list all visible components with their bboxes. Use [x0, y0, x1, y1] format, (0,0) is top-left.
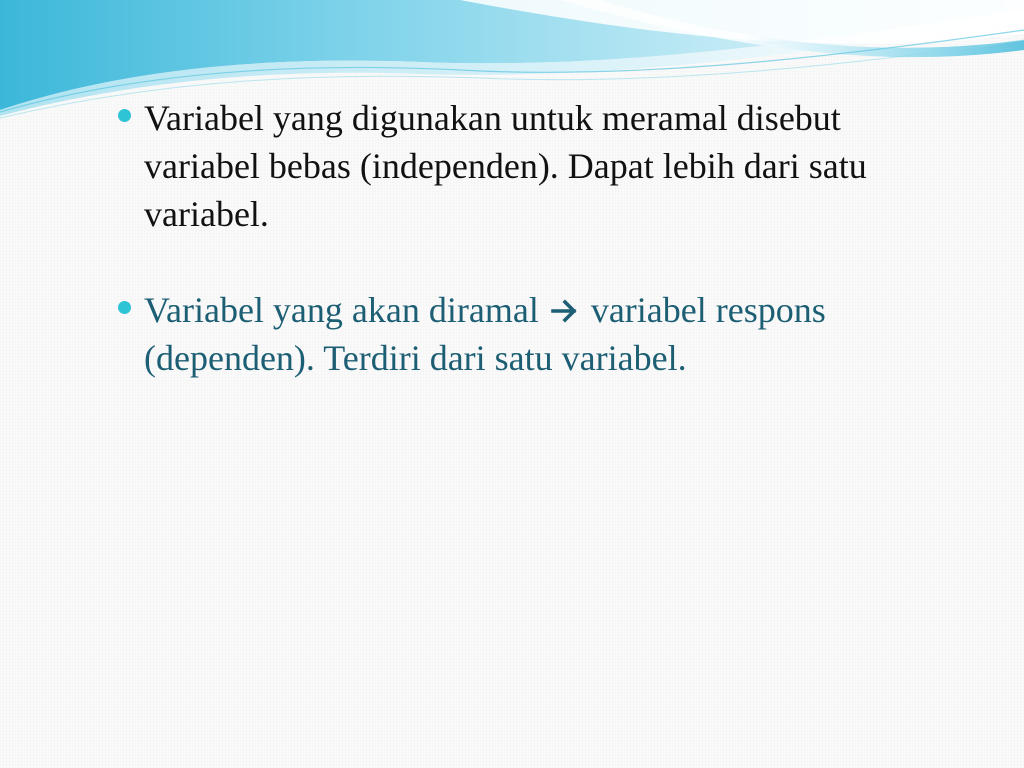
bullet-list [112, 94, 932, 430]
right-arrow-icon [550, 299, 580, 323]
bullet-text-after: variabel respons (dependen). Terdiri dari satu variabel. [144, 290, 826, 378]
bullet-text [144, 286, 932, 382]
bullet-item-predictor [112, 94, 932, 238]
bullet-text: Variabel yang digunakan untuk meramal disebut variabel bebas (independen). Dapat lebih dari satu variabel. [144, 98, 867, 234]
bullet-text-before: Variabel yang akan diramal [144, 290, 539, 330]
bullet-dot-icon [118, 301, 131, 314]
bullet-item-response [112, 286, 932, 382]
bullet-dot-icon [118, 109, 131, 122]
